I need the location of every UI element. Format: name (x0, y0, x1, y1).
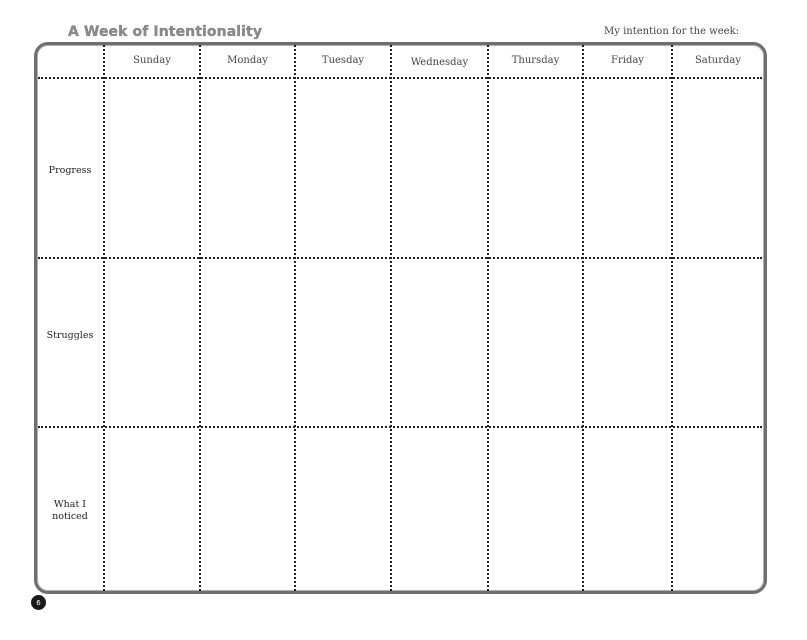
day-header-friday: Friday (611, 55, 644, 66)
day-header-tuesday: Tuesday (321, 55, 365, 66)
day-header-wednesday: Wednesday (410, 57, 469, 68)
page-number-badge: 6 (31, 595, 46, 610)
column-divider (582, 45, 584, 591)
page-title: A Week of Intentionality (68, 24, 263, 40)
intention-label: My intention for the week: (604, 26, 739, 37)
row-divider (38, 257, 762, 259)
row-divider (38, 426, 762, 428)
column-divider (487, 45, 489, 591)
row-label-progress: Progress (48, 165, 92, 176)
day-header-thursday: Thursday (511, 55, 560, 66)
day-header-monday: Monday (227, 55, 268, 66)
row-label-line: What I (53, 499, 87, 510)
day-header-sunday: Sunday (133, 55, 171, 66)
column-divider (199, 45, 201, 591)
column-divider (103, 45, 105, 591)
row-label-line: noticed (52, 511, 88, 522)
day-header-saturday: Saturday (694, 55, 742, 66)
column-divider (671, 45, 673, 591)
header-divider (38, 77, 762, 79)
row-label-what-i-noticed (38, 499, 102, 523)
column-divider (294, 45, 296, 591)
planner-frame (34, 42, 767, 594)
column-divider (390, 45, 392, 591)
row-label-struggles: Struggles (46, 330, 94, 341)
